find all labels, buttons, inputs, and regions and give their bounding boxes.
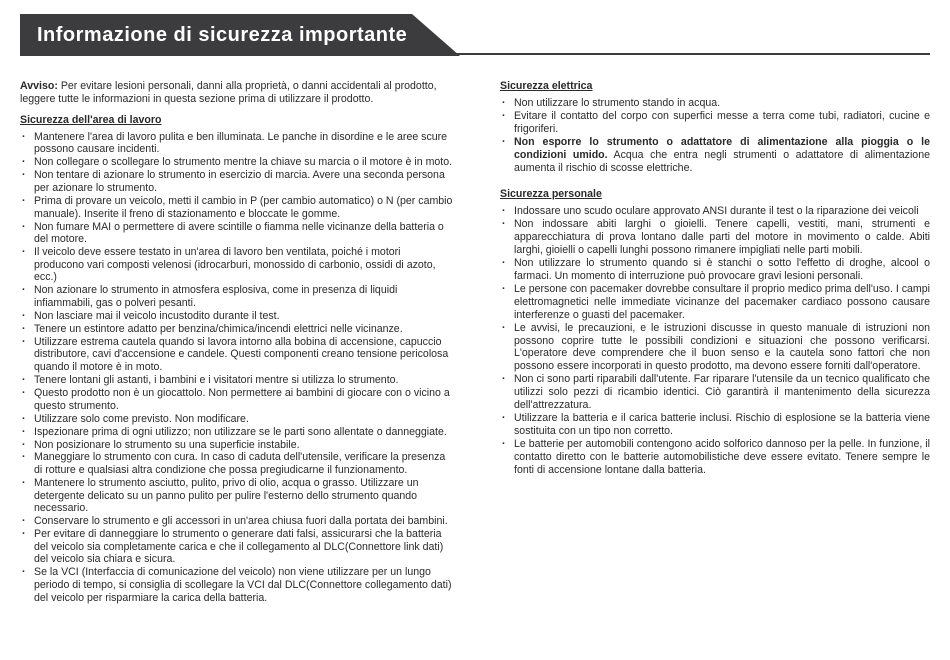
- list-item: · Non azionare lo strumento in atmosfera esplosiva, come in presenza di liquidi infiammabili, gas o polveri pesanti.: [20, 284, 453, 309]
- list-item: · Le batterie per automobili contengono acido solforico dannoso per la pelle. In funzione, il contatto diretto con le batterie automobilistiche deve essere evitato. Tenere sempre le fonti di accensione lontane dalla batteria.: [500, 438, 930, 476]
- warning-continuation-text: Acqua che entra negli strumenti o adattatore di alimentazione aumenta il rischio di scosse elettriche.: [514, 148, 930, 174]
- header-rule: [440, 53, 930, 55]
- list-item: · Evitare il contatto del corpo con superfici messe a terra come tubi, radiatori, cucine e frigoriferi.: [500, 110, 930, 135]
- list-item: · Tenere un estintore adatto per benzina/chimica/incendi elettrici nelle vicinanze.: [20, 323, 453, 336]
- list-item: · Non indossare abiti larghi o gioielli. Tenere capelli, vestiti, mani, strumenti e apparecchiatura di prova lontano dalle parti del motore in movimento o calde. Abiti larghi, gioielli o capelli lunghi possono rimanere impigliati nelle parti mobili.: [500, 218, 930, 256]
- page-title: Informazione di sicurezza importante: [37, 24, 408, 46]
- list-item: · Le avvisi, le precauzioni, e le istruzioni discusse in questo manuale di istruzioni non possono coprire tutte le possibili condizioni e situazioni che possono verificarsi. L'operatore deve comprendere che il buon senso e la cautela sono fattori che non possono essere incorporati in questo prodotto, ma devono essere forniti dall'operatore.: [500, 322, 930, 372]
- work-area-heading: Sicurezza dell'area di lavoro: [20, 114, 162, 127]
- electrical-heading: Sicurezza elettrica: [500, 80, 593, 92]
- list-item: · Non ci sono parti riparabili dall'utente. Far riparare l'utensile da un tecnico qualificato che utilizzi solo pezzi di ricambio identici. Ciò garantirà il mantenimento della sicurezza dell'attrezzatura.: [500, 373, 930, 411]
- list-item: · Non utilizzare lo strumento stando in acqua.: [500, 97, 930, 110]
- list-item: · Non fumare MAI o permettere di avere scintille o fiamma nelle vicinanze della batteria o del motore.: [20, 221, 453, 246]
- list-item: · Il veicolo deve essere testato in un'area di lavoro ben ventilata, poiché i motori producono vari composti velenosi (idrocarburi, monossido di carbonio, ossidi di azoto, ecc.): [20, 246, 453, 284]
- list-item: · Se la VCI (Interfaccia di comunicazione del veicolo) non viene utilizzare per un lungo periodo di tempo, si consiglia di scollegare la VCI dal DLC(Connettore collegamento dati) del veicolo per risparmiare la carica della batteria.: [20, 566, 453, 604]
- list-item: · Le persone con pacemaker dovrebbe consultare il proprio medico prima dell'uso. I campi elettromagnetici nelle immediate vicinanze del pacemaker cardiaco possono causare interferenze o guasti del pacemaker.: [500, 283, 930, 321]
- list-item: · Utilizzare estrema cautela quando si lavora intorno alla bobina di accensione, capuccio distributore, cavi d'accensione e candele. Questi componenti creano tensione pericolosa quando il motore è in moto.: [20, 336, 453, 374]
- list-item: · Questo prodotto non è un giocattolo. Non permettere ai bambini di giocare con o vicino a questo strumento.: [20, 387, 453, 412]
- list-item: · Utilizzare solo come previsto. Non modificare.: [20, 413, 453, 426]
- list-item: · Indossare uno scudo oculare approvato ANSI durante il test o la riparazione dei veicoli: [500, 205, 930, 218]
- list-item: · Utilizzare la batteria e il carica batterie inclusi. Rischio di esplosione se la batteria viene sostituita con un tipo non corretto.: [500, 412, 930, 437]
- list-item: · Mantenere l'area di lavoro pulita e ben illuminata. Le panche in disordine e le aree scure possono causare incidenti.: [20, 131, 453, 156]
- personal-heading: Sicurezza personale: [500, 188, 602, 201]
- bold-warning-text: Non esporre lo strumento o adattatore di alimentazione alla pioggia o le condizioni umido.: [514, 136, 930, 161]
- list-item: · Per evitare di danneggiare lo strumento o generare dati falsi, assicurarsi che la batteria del veicolo sia completamente carica e che il collegamento al DLC(Connettore link dati) del veicolo sia chiara e sicura.: [20, 528, 453, 566]
- list-item: · Prima di provare un veicolo, metti il cambio in P (per cambio automatico) o N (per cambio manuale). Inserite il freno di stazionamento e bloccate le gomme.: [20, 195, 453, 220]
- list-item: · Mantenere lo strumento asciutto, pulito, privo di olio, acqua o grasso. Utilizzare un detergente delicato su un panno pulito per pulire l'esterno dello strumento quando necessario.: [20, 477, 453, 515]
- list-item: · Ispezionare prima di ogni utilizzo; non utilizzare se le parti sono allentate o danneggiate.: [20, 426, 453, 439]
- list-item: · Non tentare di azionare lo strumento in esercizio di marcia. Avere una seconda persona per azionare lo strumento.: [20, 169, 453, 194]
- electrical-list: [500, 97, 930, 175]
- list-item: · Non utilizzare lo strumento quando si è stanchi o sotto l'effetto di droghe, alcool o farmaci. Un momento di interruzione può provocare gravi lesioni personali.: [500, 257, 930, 282]
- list-item: · Non posizionare lo strumento su una superficie instabile.: [20, 439, 453, 452]
- right-column: [500, 80, 930, 486]
- list-item: · Non collegare o scollegare lo strumento mentre la chiave su marcia o il motore è in moto.: [20, 156, 453, 169]
- left-column: [20, 80, 453, 614]
- warning-text: Per evitare lesioni personali, danni alla proprietà, o danni accidentali al prodotto, leggere tutte le informazioni in questa sezione prima di utilizzare il prodotto.: [20, 80, 437, 105]
- work-area-list: [20, 131, 453, 604]
- list-item: · Conservare lo strumento e gli accessori in un'area chiusa fuori dalla portata dei bambini.: [20, 515, 453, 528]
- list-item: · Maneggiare lo strumento con cura. In caso di caduta dell'utensile, verificare la presenza di rotture e qualsiasi altra condizione che possa pregiudicarne il funzionamento.: [20, 451, 453, 476]
- personal-list: [500, 205, 930, 476]
- list-item: · Non lasciare mai il veicolo incustodito durante il test.: [20, 310, 453, 323]
- list-item: [500, 136, 930, 174]
- warning-label: Avviso:: [20, 80, 58, 92]
- warning-paragraph: [20, 80, 453, 105]
- list-item: · Tenere lontani gli astanti, i bambini e i visitatori mentre si utilizza lo strumento.: [20, 374, 453, 387]
